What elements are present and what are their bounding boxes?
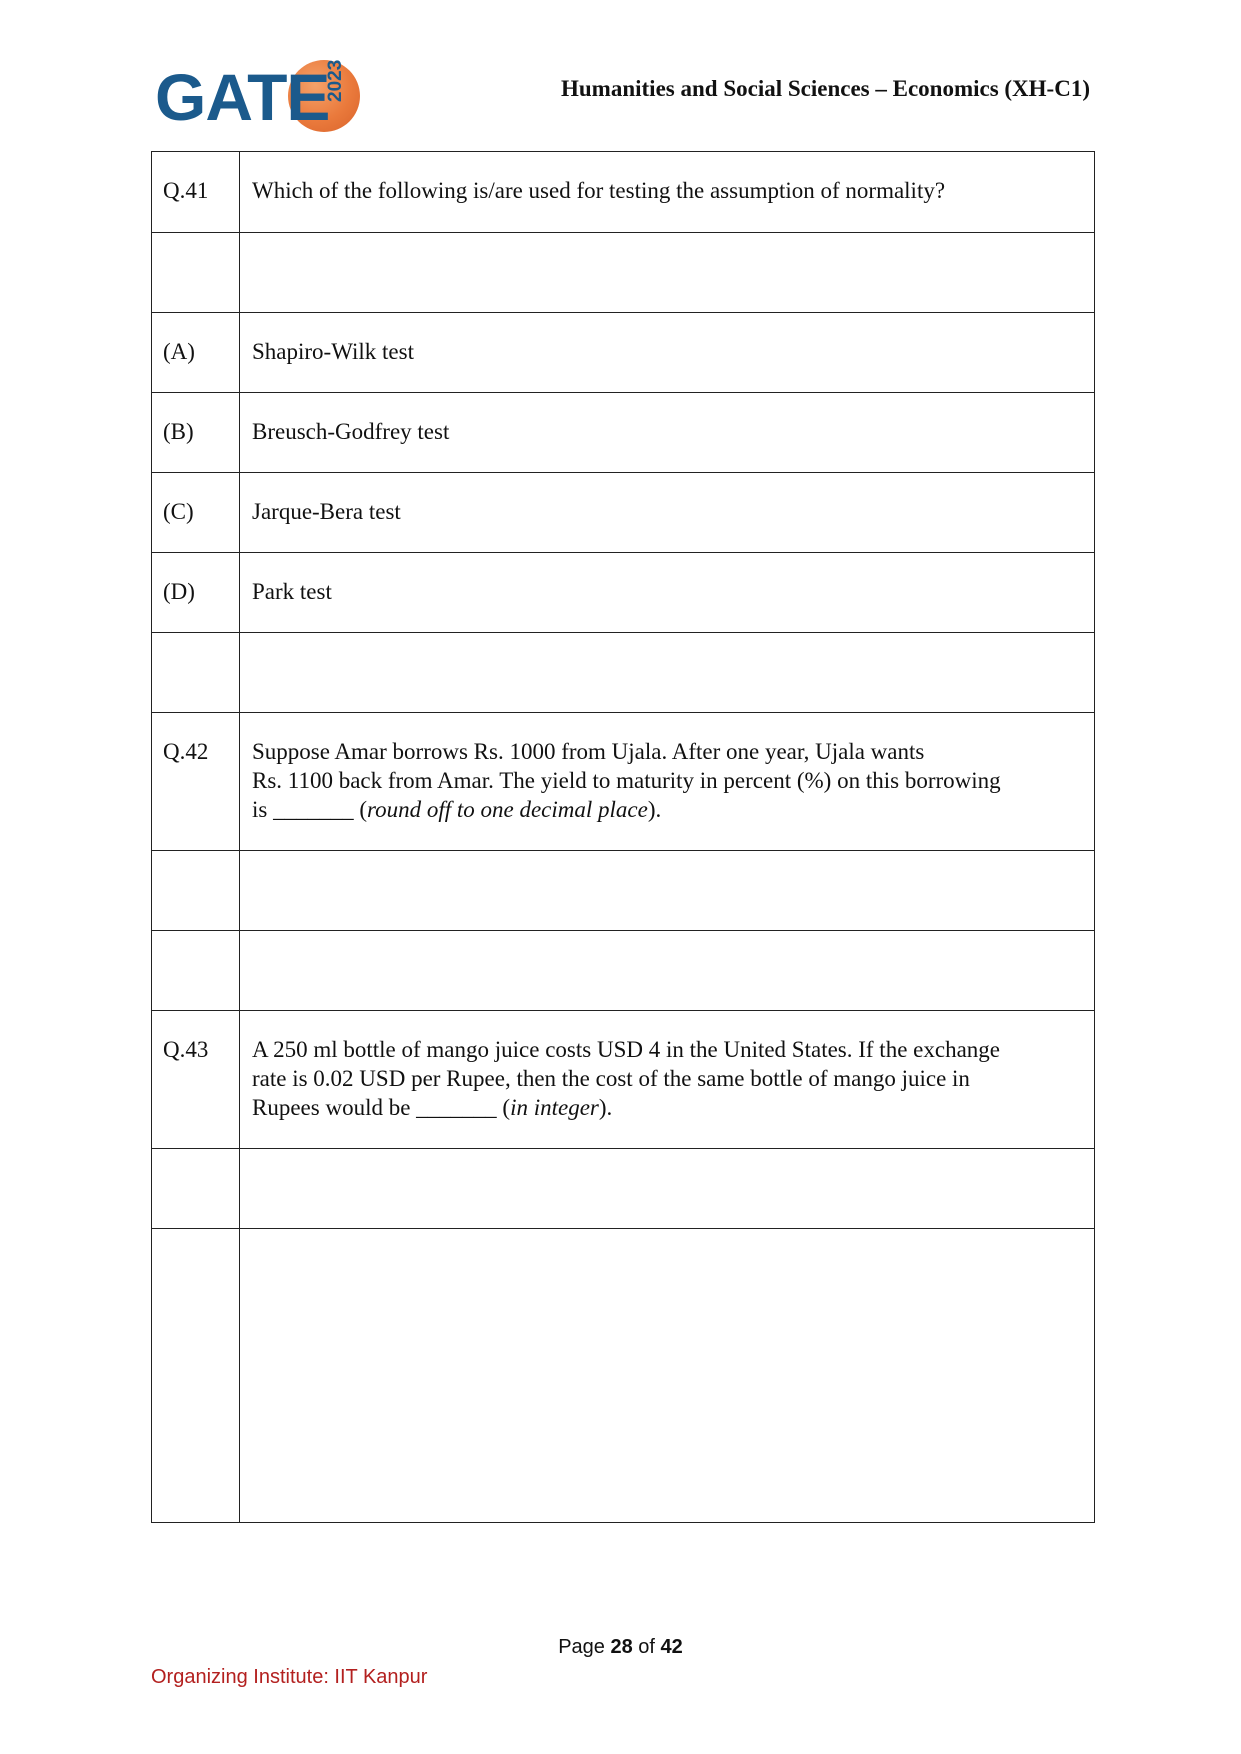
option-text: Park test xyxy=(252,579,332,604)
option-row-c xyxy=(152,472,1094,552)
question-row-41 xyxy=(152,152,1094,232)
question-number: Q.41 xyxy=(152,152,240,232)
blank-row xyxy=(152,930,1094,1010)
logo-text: GATE xyxy=(155,60,330,134)
blank-row xyxy=(152,632,1094,712)
blank-row xyxy=(152,1148,1094,1228)
question-number: Q.42 xyxy=(152,713,240,850)
question-line: Rs. 1100 back from Amar. The yield to maturity in percent (%) on this borrowing xyxy=(252,768,1001,793)
option-text: Jarque-Bera test xyxy=(252,499,401,524)
question-number: Q.43 xyxy=(152,1011,240,1148)
answer-format-hint: in integer xyxy=(510,1095,599,1120)
option-row-a xyxy=(152,312,1094,392)
organizing-institute: Organizing Institute: IIT Kanpur xyxy=(151,1666,428,1688)
answer-format-hint: round off to one decimal place xyxy=(367,797,648,822)
option-label: (A) xyxy=(152,313,240,392)
blank-row xyxy=(152,1228,1094,1522)
page-number: Page 28 of 42 xyxy=(558,1636,683,1658)
question-row-42 xyxy=(152,712,1094,850)
question-line: Suppose Amar borrows Rs. 1000 from Ujala. After one year, Ujala wants xyxy=(252,739,925,764)
option-row-d xyxy=(152,552,1094,632)
question-line: rate is 0.02 USD per Rupee, then the cost of the same bottle of mango juice in xyxy=(252,1066,970,1091)
question-text xyxy=(240,713,1094,850)
option-row-b xyxy=(152,392,1094,472)
logo-year: 2023 xyxy=(325,59,346,102)
question-row-43 xyxy=(152,1010,1094,1148)
page-header-title: Humanities and Social Sciences – Economics (XH-C1) xyxy=(561,76,1090,101)
option-label: (D) xyxy=(152,553,240,632)
blank-row xyxy=(152,850,1094,930)
question-text: Which of the following is/are used for testing the assumption of normality? xyxy=(252,178,946,203)
question-line: Rupees would be _______ (in integer). xyxy=(252,1095,613,1120)
question-text xyxy=(240,1011,1094,1148)
question-table xyxy=(151,151,1095,1523)
option-text: Breusch-Godfrey test xyxy=(252,419,450,444)
gate-logo xyxy=(155,58,355,140)
option-label: (B) xyxy=(152,393,240,472)
question-line: is _______ (round off to one decimal place). xyxy=(252,797,662,822)
option-text: Shapiro-Wilk test xyxy=(252,339,414,364)
blank-row xyxy=(152,232,1094,312)
option-label: (C) xyxy=(152,473,240,552)
question-line: A 250 ml bottle of mango juice costs USD 4 in the United States. If the exchange xyxy=(252,1037,1000,1062)
